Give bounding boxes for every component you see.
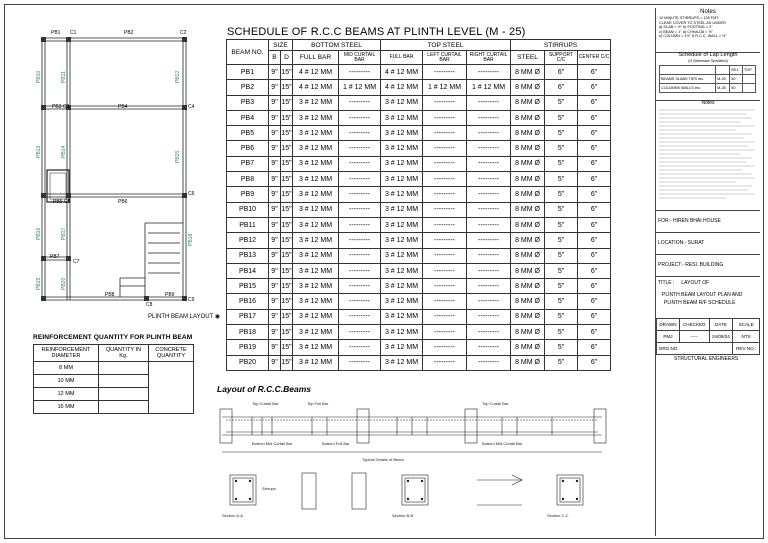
label-bottom-mid: Bottom Mid Curtail Bar bbox=[252, 441, 293, 446]
header-center-cc: CENTER C/C bbox=[578, 51, 611, 65]
notes-box bbox=[656, 8, 760, 53]
label-pb13: PB13 bbox=[36, 145, 42, 158]
table-row: PB17 9" 15" 3 # 12 MM --------- 3 # 12 MM --------- --------- 8 MM Ø 5" 6" bbox=[227, 309, 611, 324]
rq-header-diameter: REINFORCEMENT DIAMETER bbox=[34, 345, 99, 362]
table-row: PB3 9" 15" 3 # 12 MM --------- 3 # 12 MM --------- --------- 8 MM Ø 5" 6" bbox=[227, 95, 611, 110]
label-c5: C5 bbox=[64, 199, 71, 205]
label-pb18: PB18 bbox=[188, 233, 194, 246]
label-section-aa: Section A-A bbox=[222, 513, 243, 518]
label-top-curtail-2: Top Curtail Bar bbox=[482, 401, 509, 406]
table-row: PB1 9" 15" 4 # 12 MM --------- 4 # 12 MM --------- --------- 8 MM Ø 6" 6" bbox=[227, 65, 611, 80]
label-pb15: PB15 bbox=[175, 150, 181, 163]
label-pb8: PB8 bbox=[105, 292, 115, 298]
project-box: PROJECT:- RESI. BUILDING bbox=[656, 254, 760, 277]
notes2-title: Notes bbox=[701, 100, 715, 106]
note-line: 10 MINUTE STIRRUPS = 135 FMT bbox=[659, 16, 719, 20]
for-value: HIREN BHAI HOUSE bbox=[673, 218, 721, 224]
label-c7: C7 bbox=[73, 259, 80, 265]
header-mid-curtail: MID CURTAIL BAR bbox=[339, 51, 381, 65]
title-block-panel bbox=[655, 8, 760, 536]
label-top-curtail: Top Curtail Bar bbox=[252, 401, 279, 406]
header-full-bar-top: FULL BAR bbox=[381, 51, 423, 65]
lap-table: RE1 TOP BEAMS SLABS TIES etc. M-25 50 COLUMNS WALLS etc. M-25 50 bbox=[659, 65, 756, 93]
note-line: e) COLUMN = 1½" f) R.C.C. WALL = ½" bbox=[659, 34, 727, 39]
schedule-title: SCHEDULE OF R.C.C BEAMS AT PLINTH LEVEL (M - 25) bbox=[227, 26, 526, 38]
table-row: PB16 9" 15" 3 # 12 MM --------- 3 # 12 MM --------- --------- 8 MM Ø 5" 6" bbox=[227, 294, 611, 309]
label-pb14: PB14 bbox=[61, 145, 67, 158]
header-bottom-steel: BOTTOM STEEL bbox=[293, 40, 381, 51]
plan-title: PLINTH BEAM LAYOUT ◉ bbox=[148, 314, 221, 320]
header-b: B bbox=[269, 51, 281, 65]
note-line: c) BEAM = 1" d) CHHAJJA = ½" bbox=[659, 29, 713, 34]
lap-title: Schedule of Lap Length bbox=[678, 52, 738, 58]
table-row: PB19 9" 15" 3 # 12 MM --------- 3 # 12 MM --------- --------- 8 MM Ø 5" 6" bbox=[227, 340, 611, 355]
label-pb2: PB2 bbox=[124, 30, 134, 36]
beam-layout-drawing bbox=[212, 395, 612, 531]
project-value: RESI. BUILDING bbox=[685, 262, 724, 268]
header-size: SIZE bbox=[269, 40, 293, 51]
table-row: 8 MM bbox=[34, 362, 194, 375]
label-c1: C1 bbox=[70, 30, 77, 36]
location-value: SURAT bbox=[687, 240, 705, 246]
label-pb6: PB6 bbox=[118, 199, 128, 205]
notes-text-lines bbox=[656, 106, 760, 206]
label-pb7: PB7 bbox=[50, 254, 60, 260]
header-d: D bbox=[281, 51, 293, 65]
table-row: COLUMNS WALLS etc. M-25 50 bbox=[660, 83, 756, 92]
table-row: PMJ ----- 24/09/24 NTS bbox=[657, 331, 760, 343]
label-pb10: PB10 bbox=[36, 70, 42, 83]
table-row: 10 MM bbox=[34, 375, 194, 388]
label-c8: C8 bbox=[146, 302, 153, 308]
note-line: CLEAR COVER TO STEEL AS UNDER bbox=[659, 20, 726, 25]
label-section-cc: Section C-C bbox=[547, 513, 569, 518]
table-row: PB11 9" 15" 3 # 12 MM --------- 3 # 12 MM --------- --------- 8 MM Ø 5" 6" bbox=[227, 217, 611, 232]
beam-schedule-table bbox=[226, 39, 611, 371]
table-row: PB4 9" 15" 3 # 12 MM --------- 3 # 12 MM --------- --------- 8 MM Ø 5" 6" bbox=[227, 110, 611, 125]
label-pb4: PB4 bbox=[118, 104, 128, 110]
rq-header-quantity: QUANTITY IN Kg. bbox=[99, 345, 149, 362]
header-stirrups: STIRRUPS bbox=[511, 40, 611, 51]
layout-title: Layout of R.C.C.Beams bbox=[217, 384, 311, 394]
label-section-bb: Section B-B bbox=[392, 513, 414, 518]
title-value-3: PLINTH BEAM R/F SCHEDULE bbox=[664, 300, 736, 306]
label-pb11: PB11 bbox=[61, 71, 67, 83]
label-stirrups: Stirrups bbox=[262, 486, 276, 491]
table-row: PB15 9" 15" 3 # 12 MM --------- 3 # 12 MM --------- --------- 8 MM Ø 5" 6" bbox=[227, 279, 611, 294]
label-pb17: PB17 bbox=[61, 227, 67, 240]
label-c6: C6 bbox=[188, 191, 195, 197]
table-row: PB8 9" 15" 3 # 12 MM --------- 3 # 12 MM --------- --------- 8 MM Ø 5" 6" bbox=[227, 172, 611, 187]
label-c9: C9 bbox=[188, 297, 195, 303]
table-row: PB6 9" 15" 3 # 12 MM --------- 3 # 12 MM --------- --------- 8 MM Ø 5" 6" bbox=[227, 141, 611, 156]
notes2-box bbox=[656, 100, 760, 211]
header-top-steel: TOP STEEL bbox=[381, 40, 511, 51]
header-right-curtail: RIGHT CURTAIL BAR bbox=[467, 51, 511, 65]
notes-lines bbox=[656, 16, 760, 39]
location-box: LOCATION:- SURAT bbox=[656, 232, 760, 255]
label-bottom-mid-2: Bottom Mid Curtail Bar bbox=[482, 441, 523, 446]
label-pb3: PB3 bbox=[52, 104, 62, 110]
header-beam-no: BEAM NO. bbox=[227, 40, 269, 65]
lap-box bbox=[656, 52, 760, 101]
lap-subtitle: (If Otherwise Specified) bbox=[688, 59, 728, 63]
label-pb1: PB1 bbox=[51, 30, 61, 36]
header-full-bar: FULL BAR bbox=[293, 51, 339, 65]
reinforcement-table bbox=[33, 344, 194, 414]
table-row: PB12 9" 15" 3 # 12 MM --------- 3 # 12 MM --------- --------- 8 MM Ø 5" 6" bbox=[227, 233, 611, 248]
notes-title: Notes bbox=[700, 9, 716, 15]
table-row: 12 MM bbox=[34, 388, 194, 401]
table-row: 16 MM bbox=[34, 401, 194, 414]
table-row: PB13 9" 15" 3 # 12 MM --------- 3 # 12 MM --------- --------- 8 MM Ø 5" 6" bbox=[227, 248, 611, 263]
footer-text: STRUCTURAL ENGINEERS bbox=[674, 356, 739, 362]
label-typical-beam: Typical Details of Beam bbox=[362, 457, 404, 462]
header-steel: STEEL bbox=[511, 51, 545, 65]
table-row: PB9 9" 15" 3 # 12 MM --------- 3 # 12 MM --------- --------- 8 MM Ø 5" 6" bbox=[227, 187, 611, 202]
label-pb5: PB5 bbox=[53, 199, 63, 205]
label-pb16: PB16 bbox=[36, 227, 42, 240]
table-row: PB20 9" 15" 3 # 12 MM --------- 3 # 12 MM --------- --------- 8 MM Ø 5" 6" bbox=[227, 355, 611, 370]
title-box: TITLE : LAYOUT OF PLINTH BEAM LAYOUT PLAN AND PLINTH BEAM R/F SCHEDULE bbox=[656, 276, 760, 319]
table-row: PB14 9" 15" 3 # 12 MM --------- 3 # 12 MM --------- --------- 8 MM Ø 5" 6" bbox=[227, 263, 611, 278]
rq-header-concrete: CONCRETE QUANTITY bbox=[149, 345, 194, 362]
label-bottom-full: Bottom Full Bar bbox=[322, 441, 350, 446]
label-pb20: PB20 bbox=[61, 277, 67, 290]
beam-details-drawing bbox=[212, 395, 612, 531]
header-support-cc: SUPPORT C/C bbox=[545, 51, 578, 65]
table-row: PB2 9" 15" 4 # 12 MM 1 # 12 MM 4 # 12 MM 1 # 12 MM 1 # 12 MM 8 MM Ø 6" 6" bbox=[227, 80, 611, 95]
drawing-info-table: DRAWN CHECKED DATE SCALE PMJ ----- 24/09/24 NTS DRG.NO. REV NO.: bbox=[656, 318, 760, 355]
table-row: BEAMS SLABS TIES etc. M-25 50 bbox=[660, 74, 756, 83]
label-pb19: PB19 bbox=[36, 277, 42, 290]
table-row: PB5 9" 15" 3 # 12 MM --------- 3 # 12 MM --------- --------- 8 MM Ø 5" 6" bbox=[227, 126, 611, 141]
note-line: a) SLAB = ½" b) FOOTING = 2" bbox=[659, 25, 713, 30]
label-c3: C3 bbox=[63, 104, 70, 110]
label-top-full: Top Full Bar bbox=[307, 401, 329, 406]
for-box: FOR:- HIREN BHAI HOUSE bbox=[656, 210, 760, 233]
header-left-curtail: LEFT CURTAIL BAR bbox=[423, 51, 467, 65]
table-row: PB10 9" 15" 3 # 12 MM --------- 3 # 12 MM --------- --------- 8 MM Ø 5" 6" bbox=[227, 202, 611, 217]
label-c2: C2 bbox=[180, 30, 187, 36]
table-row: PB18 9" 15" 3 # 12 MM --------- 3 # 12 MM --------- --------- 8 MM Ø 5" 6" bbox=[227, 325, 611, 340]
plinth-beam-plan bbox=[20, 28, 208, 326]
compass-icon: ◉ bbox=[214, 314, 221, 320]
label-pb9: PB9 bbox=[165, 292, 175, 298]
reinforcement-title: REINFORCEMENT QUANTITY FOR PLINTH BEAM bbox=[33, 334, 193, 341]
title-value: LAYOUT OF bbox=[681, 280, 710, 286]
label-pb12: PB12 bbox=[175, 70, 181, 83]
title-value-2: PLINTH BEAM LAYOUT PLAN AND bbox=[662, 292, 743, 298]
table-row: PB7 9" 15" 3 # 12 MM --------- 3 # 12 MM --------- --------- 8 MM Ø 5" 6" bbox=[227, 156, 611, 171]
label-c4: C4 bbox=[188, 104, 195, 110]
